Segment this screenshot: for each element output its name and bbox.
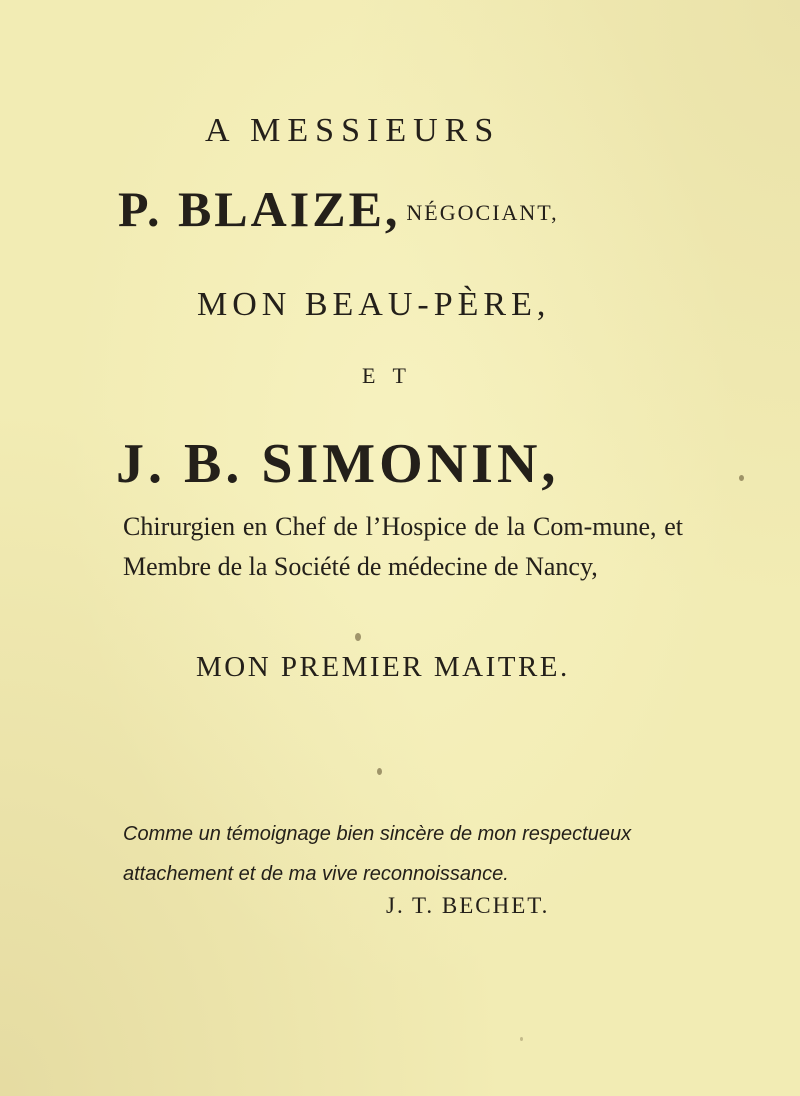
addressee-heading: A MESSIEURS <box>205 112 501 149</box>
paper-spot <box>520 1037 523 1041</box>
conjunction: E T <box>362 363 412 388</box>
first-relation: MON BEAU-PÈRE, <box>197 286 551 323</box>
first-person-line <box>118 180 559 238</box>
signature: J. T. BECHET. <box>386 893 550 918</box>
second-person-description: Chirurgien en Chef de l’Hospice de la Com-mune, et Membre de la Société de médecine de Nancy, <box>123 512 683 581</box>
paper-spot <box>355 633 361 641</box>
dedication-text: Comme un témoignage bien sincère de mon respectueux attachement et de ma vive reconnoissance. <box>123 823 632 885</box>
first-person-role: NÉGOCIANT, <box>406 200 559 225</box>
paper-spot <box>739 475 744 481</box>
first-person-name: P. BLAIZE, <box>118 181 401 237</box>
paper-spot <box>377 768 382 775</box>
second-relation: MON PREMIER MAITRE. <box>196 651 570 683</box>
second-person-name: J. B. SIMONIN, <box>116 433 560 495</box>
